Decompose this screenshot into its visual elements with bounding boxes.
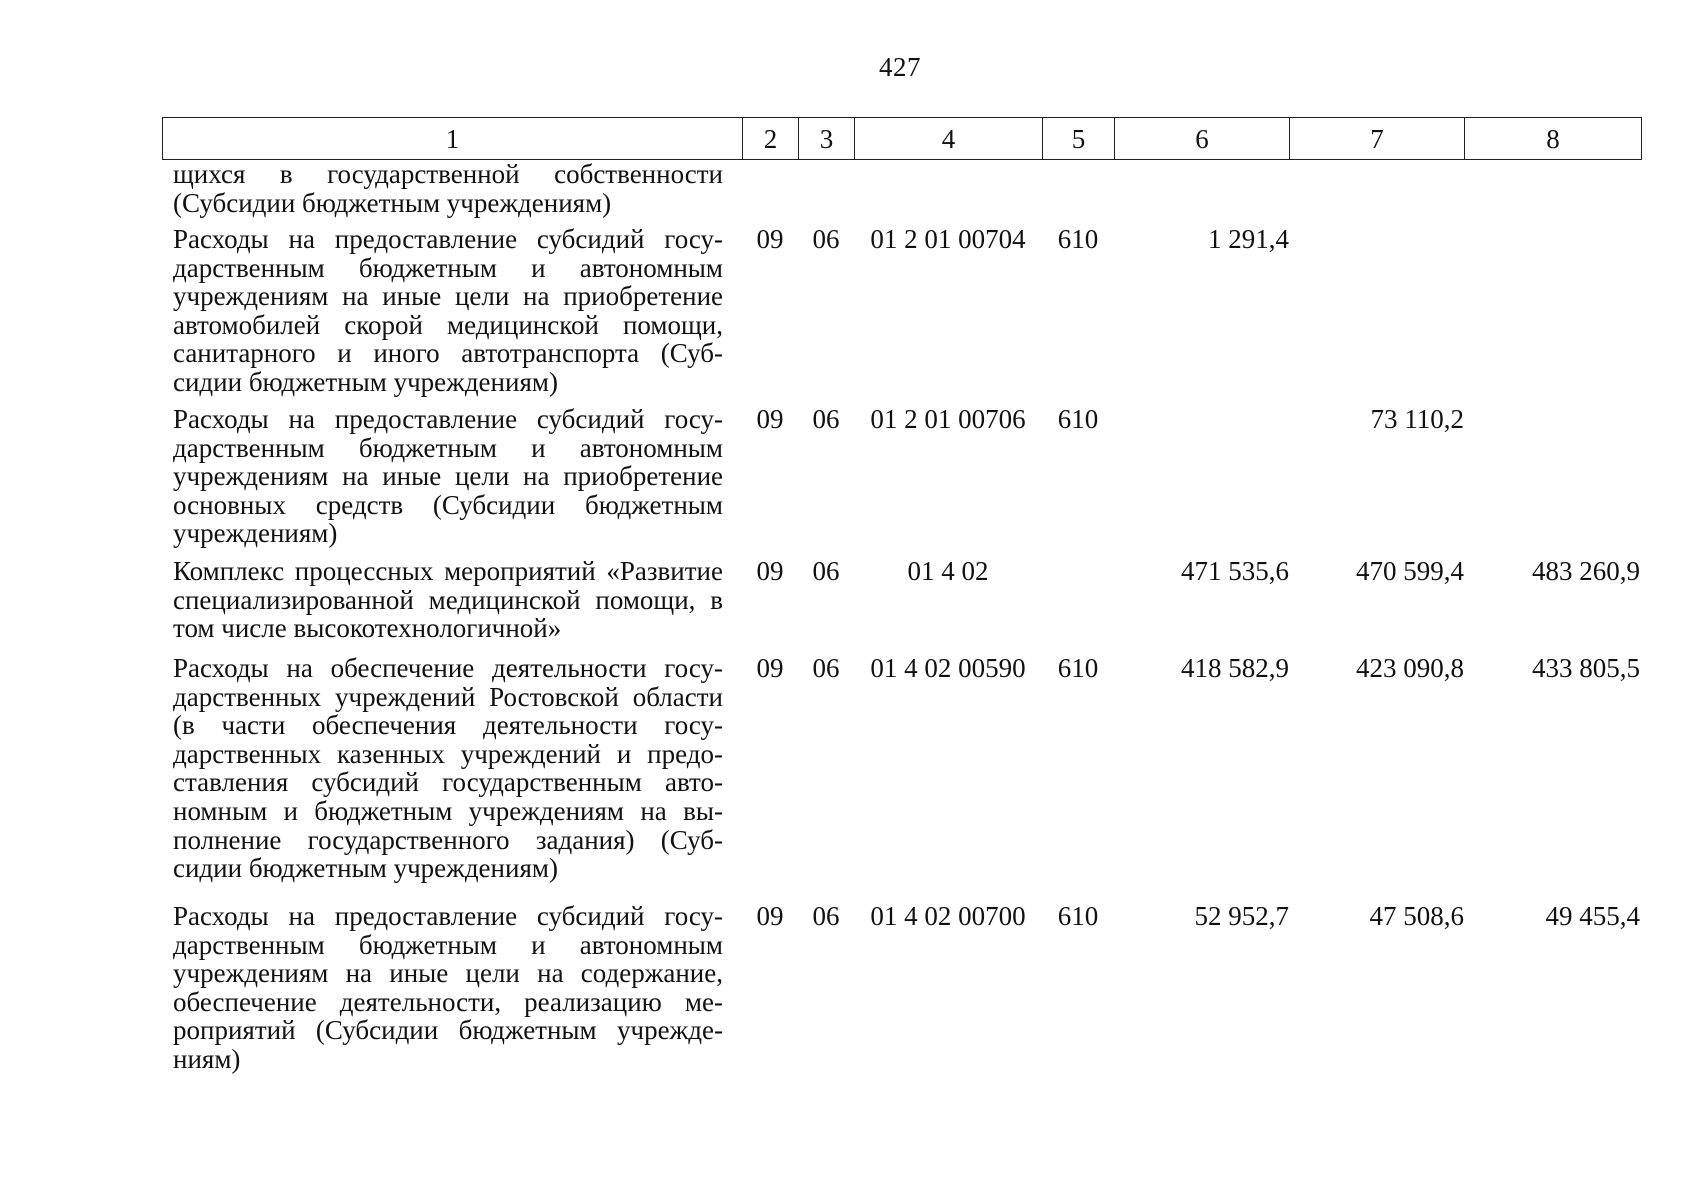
cell-expense-type: 610 [1057,224,1099,254]
column-header-4: 4 [855,118,1043,159]
column-header-5: 5 [1043,118,1115,159]
page-number: 427 [879,52,921,82]
cell-amount-6: 418 582,9 [1181,653,1289,683]
cell-section: 09 [756,901,784,931]
column-header-8: 8 [1546,123,1560,154]
cell-expense-type: 610 [1057,404,1099,434]
cell-section: 09 [756,653,784,683]
column-header-7: 7 [1290,118,1465,159]
cell-subsection: 06 [812,224,840,254]
cell-subsection: 06 [812,556,840,586]
table-header [162,117,1642,160]
row-description: Расходы на предоставление субсидий государственным бюджетным и автономным учреждениям на иные цели на приобретение основных средств (Субсидии бюджетным учреждениям) [173,404,723,549]
cell-expense-type: 610 [1057,901,1099,931]
row-description: Расходы на обеспечение деятельности государственных учреждений Ростовской области (в части обеспечения деятельности государственных казенных учреждений и предоставления субсидий государственным автономным и бюджетным учреждениям на выполнение государственного задания) (Субсидии бюджетным учреждениям) [173,653,723,884]
cell-amount-7: 423 090,8 [1356,653,1464,683]
column-header-6: 6 [1115,118,1290,159]
cell-target-code: 01 4 02 00590 [870,653,1026,683]
column-header-2: 2 [743,118,799,159]
cell-amount-8: 433 805,5 [1532,653,1640,683]
cell-target-code: 01 2 01 00704 [870,224,1026,254]
cell-section: 09 [756,224,784,254]
cell-target-code: 01 2 01 00706 [870,404,1026,434]
row-description: щихся в государственной собственности (Субсидии бюджетным учреждениям) [173,159,723,218]
cell-subsection: 06 [812,901,840,931]
cell-target-code: 01 4 02 [907,556,989,586]
cell-section: 09 [756,556,784,586]
cell-amount-6: 52 952,7 [1194,901,1289,931]
row-description: Комплекс процессных мероприятий «Развитие специализированной медицинской помощи, в том числе высокотехнологичной» [173,556,723,644]
column-header-3: 3 [799,118,855,159]
cell-amount-6: 1 291,4 [1208,224,1289,254]
cell-amount-6: 471 535,6 [1181,556,1289,586]
cell-amount-7: 47 508,6 [1369,901,1464,931]
cell-target-code: 01 4 02 00700 [870,901,1026,931]
cell-section: 09 [756,404,784,434]
cell-subsection: 06 [812,404,840,434]
cell-amount-7: 73 110,2 [1370,404,1464,434]
row-description: Расходы на предоставление субсидий государственным бюджетным и автономным учреждениям на иные цели на содержание, обеспечение деятельности, реализацию мероприятий (Субсидии бюджетным учреждениям) [173,901,723,1074]
cell-amount-7: 470 599,4 [1356,556,1464,586]
cell-subsection: 06 [812,653,840,683]
cell-amount-8: 483 260,9 [1532,556,1640,586]
column-header-1: 1 [163,118,743,159]
row-description: Расходы на предоставление субсидий государственным бюджетным и автономным учреждениям на иные цели на приобретение автомобилей скорой медицинской помощи, санитарного и иного автотранспорта (Субсидии бюджетным учреждениям) [173,224,723,397]
cell-amount-8: 49 455,4 [1545,901,1640,931]
cell-expense-type: 610 [1057,653,1099,683]
